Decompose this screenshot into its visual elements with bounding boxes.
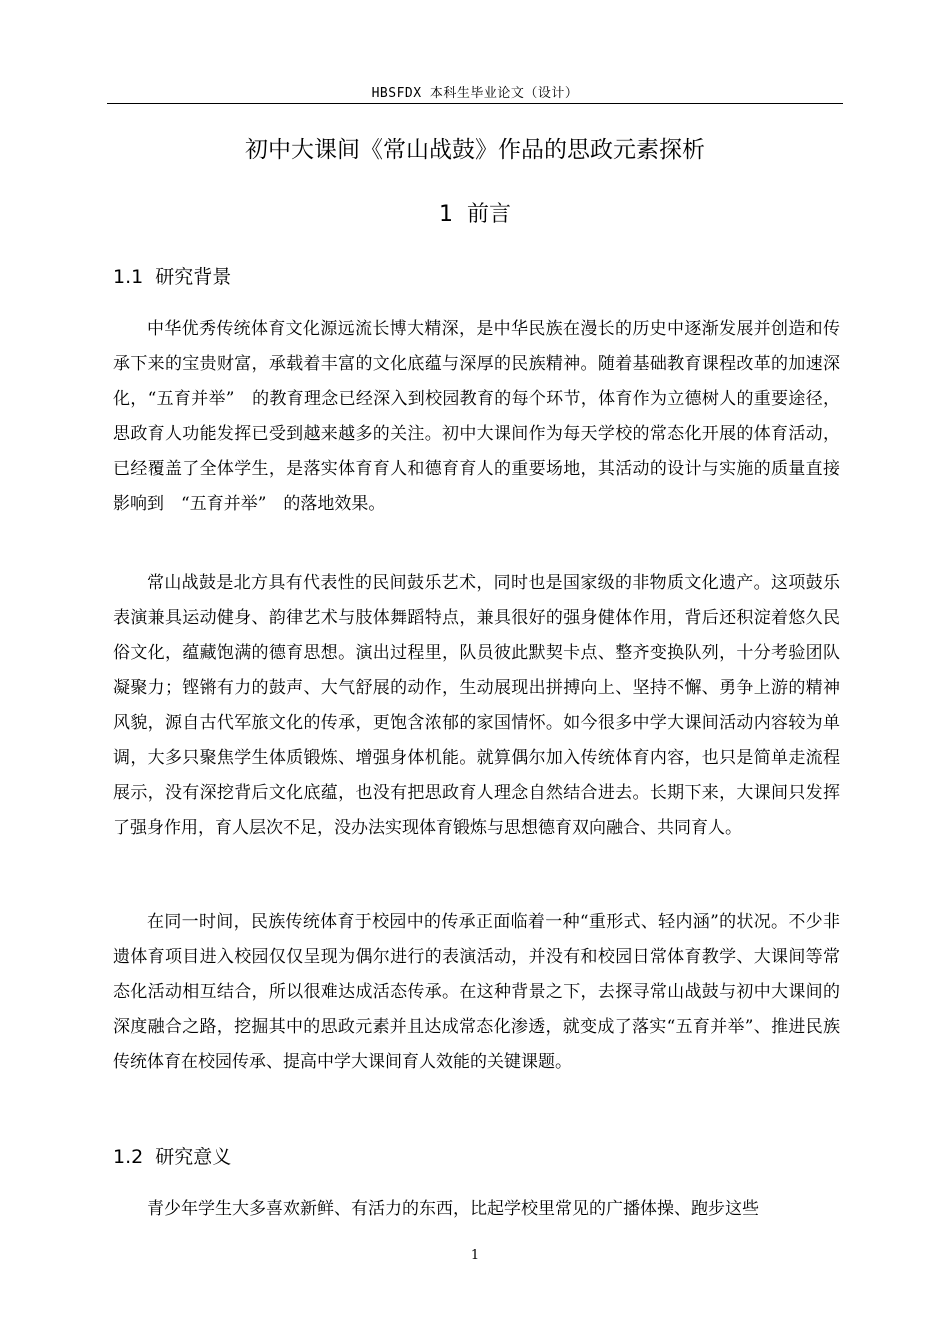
section-title: 研究意义 (155, 1146, 232, 1168)
header-rule (107, 103, 843, 104)
section-title: 研究背景 (155, 266, 232, 288)
document-title: 初中大课间《常山战鼓》作品的思政元素探析 (245, 137, 705, 163)
page-number: 1 (470, 1248, 480, 1263)
paragraph-significance-1: 青少年学生大多喜欢新鲜、有活力的东西，比起学校里常见的广播体操、跑步这些 (147, 1199, 759, 1219)
paragraph-background-3: 在同一时间，民族传统体育于校园中的传承正面临着一种“重形式、轻内涵”的状况。不少非遗体育项目进入校园仅仅呈现为偶尔进行的表演活动，并没有和校园日常体育教学、大课间等常态化活动相互结合，所以很难达成活态传承。在这种背景之下，去探寻常山战鼓与初中大课间的深度融合之路，挖掘其中的思政元素并且达成常态化渗透，就变成了落实“五育并举”、推进民族传统体育在校园传承、提高中学大课间育人效能的关键课题。 (113, 912, 840, 1072)
section-heading-1-1 (113, 263, 231, 291)
running-header: HBSFDX 本科生毕业论文（设计） (371, 86, 579, 101)
section-heading-1-2 (113, 1143, 231, 1171)
section-number: 1.1 (113, 266, 144, 288)
section-number: 1.2 (113, 1146, 144, 1168)
chapter-heading: 1 前言 (439, 202, 511, 227)
paragraph-background-2: 常山战鼓是北方具有代表性的民间鼓乐艺术，同时也是国家级的非物质文化遗产。这项鼓乐表演兼具运动健身、韵律艺术与肢体舞蹈特点，兼具很好的强身健体作用，背后还积淀着悠久民俗文化，蕴藏饱满的德育思想。演出过程里，队员彼此默契卡点、整齐变换队列，十分考验团队凝聚力；铿锵有力的鼓声、大气舒展的动作，生动展现出拼搏向上、坚持不懈、勇争上游的精神风貌，源自古代军旅文化的传承，更饱含浓郁的家国情怀。如今很多中学大课间活动内容较为单调，大多只聚焦学生体质锻炼、增强身体机能。就算偶尔加入传统体育内容，也只是简单走流程展示，没有深挖背后文化底蕴，也没有把思政育人理念自然结合进去。长期下来，大课间只发挥了强身作用，育人层次不足，没办法实现体育锻炼与思想德育双向融合、共同育人。 (113, 573, 840, 838)
paragraph-background-1: 中华优秀传统体育文化源远流长博大精深，是中华民族在漫长的历史中逐渐发展并创造和传承下来的宝贵财富，承载着丰富的文化底蕴与深厚的民族精神。随着基础教育课程改革的加速深化，“五育并举” 的教育理念已经深入到校园教育的每个环节，体育作为立德树人的重要途径，思政育人功能发挥已受到越来越多的关注。初中大课间作为每天学校的常态化开展的体育活动，已经覆盖了全体学生，是落实体育育人和德育育人的重要场地，其活动的设计与实施的质量直接影响到 “五育并举” 的落地效果。 (113, 319, 840, 514)
